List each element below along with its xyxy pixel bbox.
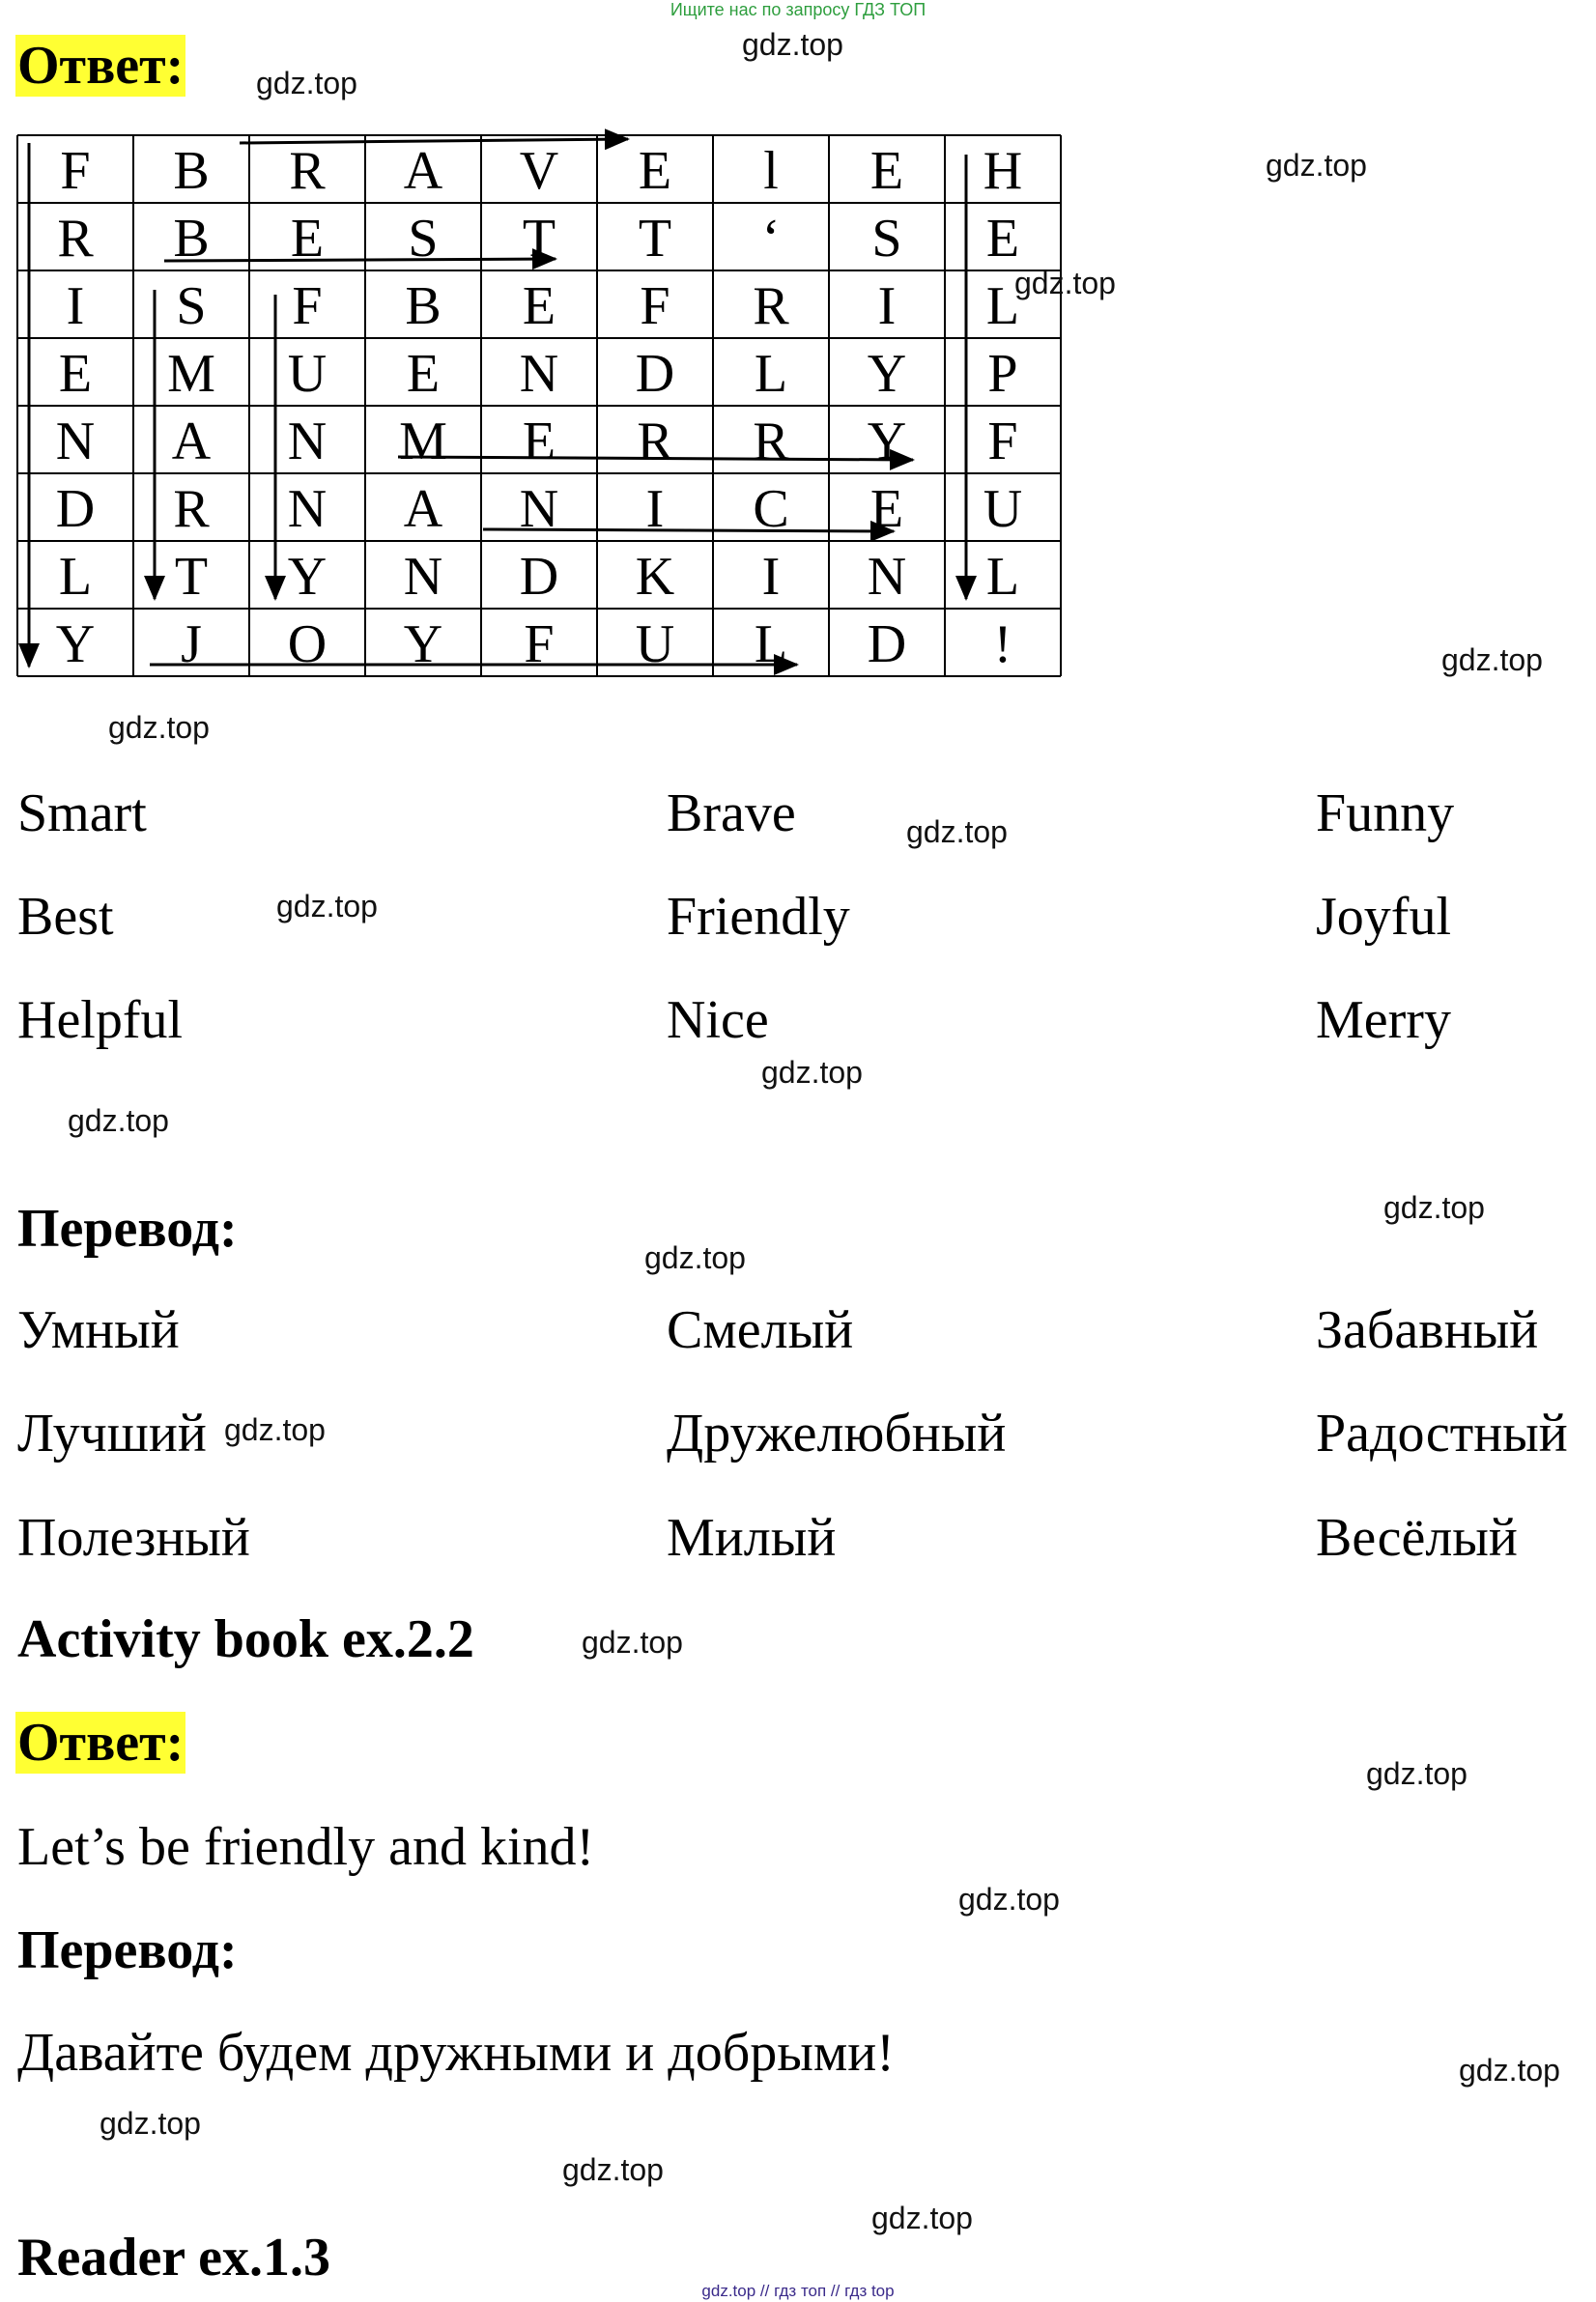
grid-letter: O [287, 614, 328, 674]
grid-letter: E [406, 344, 441, 404]
watermark: gdz.top [276, 889, 378, 924]
grid-letter: T [522, 209, 556, 269]
grid-letter: T [174, 547, 209, 607]
grid-letter: E [985, 209, 1020, 269]
grid-letter: M [167, 344, 215, 404]
grid-letter: D [519, 547, 559, 607]
word-ru-nice: Милый [667, 1508, 837, 1568]
grid-letter: I [761, 547, 781, 607]
grid-letter: E [522, 412, 556, 471]
activity-translation: Давайте будем дружными и добрыми! [17, 2023, 895, 2083]
grid-letter: E [522, 276, 556, 336]
word-ru-best: Лучший [17, 1404, 207, 1464]
grid-letter: E [869, 141, 904, 201]
watermark: gdz.top [1366, 1756, 1468, 1791]
word-merry: Merry [1316, 990, 1451, 1050]
word-brave: Brave [667, 783, 796, 843]
grid-letter: S [871, 209, 902, 269]
watermark: gdz.top [582, 1625, 683, 1660]
grid-letter: N [287, 412, 328, 471]
watermark: gdz.top [1459, 2053, 1560, 2088]
bottom-notice: gdz.top // гдз топ // гдз top [701, 2282, 895, 2300]
grid-letter: ! [993, 614, 1012, 674]
grid-letter: U [287, 344, 328, 404]
watermark: gdz.top [742, 27, 843, 62]
grid-letter: R [753, 276, 789, 336]
watermark: gdz.top [644, 1240, 746, 1275]
grid-letter: F [987, 412, 1018, 471]
activity-heading: Activity book ex.2.2 [17, 1609, 474, 1669]
grid-letter: E [869, 479, 904, 539]
grid-letter: R [289, 141, 326, 201]
grid-letter: L [58, 547, 93, 607]
word-helpful: Helpful [17, 990, 184, 1050]
grid-letter: F [640, 276, 670, 336]
grid-letter: S [408, 209, 439, 269]
grid-letter: N [287, 479, 328, 539]
grid-letter: l [763, 141, 779, 201]
word-nice: Nice [667, 990, 769, 1050]
grid-letter: Y [287, 547, 328, 607]
arrow-nice [483, 529, 894, 531]
grid-letter: ‘ [761, 209, 781, 269]
watermark: gdz.top [256, 66, 357, 100]
grid-letter: A [171, 412, 212, 471]
grid-letter: N [403, 547, 443, 607]
grid-letter: R [173, 479, 210, 539]
watermark: gdz.top [108, 710, 210, 745]
word-joyful: Joyful [1316, 887, 1451, 947]
grid-letter: I [66, 276, 85, 336]
grid-letter: N [519, 479, 559, 539]
grid-letter: F [292, 276, 323, 336]
grid-letter: K [635, 547, 675, 607]
grid-letter: F [524, 614, 555, 674]
watermark: gdz.top [1441, 642, 1543, 677]
grid-letter: D [55, 479, 96, 539]
grid-letter: V [519, 141, 559, 201]
activity-translation-label: Перевод: [17, 1920, 238, 1980]
grid-letter: L [985, 547, 1020, 607]
grid-letter: R [57, 209, 94, 269]
watermark: gdz.top [1383, 1190, 1485, 1225]
grid-letter: N [867, 547, 907, 607]
grid-letter: Y [403, 614, 443, 674]
grid-letter: F [60, 141, 91, 201]
activity-answer: Let’s be friendly and kind! [17, 1817, 595, 1877]
word-ru-helpful: Полезный [17, 1508, 250, 1568]
grid-letter: T [638, 209, 672, 269]
grid-letter: E [58, 344, 93, 404]
watermark: gdz.top [1014, 266, 1116, 300]
arrow-best [164, 259, 556, 261]
grid-letter: E [638, 141, 672, 201]
watermark: gdz.top [761, 1055, 863, 1090]
watermark: gdz.top [68, 1103, 169, 1138]
word-search-grid [0, 0, 1082, 696]
word-ru-funny: Забавный [1316, 1300, 1539, 1360]
watermark: gdz.top [958, 1882, 1060, 1917]
grid-letter: P [987, 344, 1018, 404]
grid-letter: Y [55, 614, 96, 674]
grid-letter: U [983, 479, 1023, 539]
grid-letter: A [403, 141, 443, 201]
grid-letter: N [519, 344, 559, 404]
word-funny: Funny [1316, 783, 1455, 843]
word-ru-merry: Весёлый [1316, 1508, 1518, 1568]
watermark: gdz.top [1266, 148, 1367, 183]
grid-letter: B [173, 141, 210, 201]
answer-label: Ответ: [17, 36, 185, 96]
word-ru-friendly: Дружелюбный [667, 1404, 1007, 1464]
grid-letter: B [405, 276, 442, 336]
grid-letter: D [635, 344, 675, 404]
arrow-brave [240, 139, 628, 143]
grid-letter: E [290, 209, 325, 269]
watermark: gdz.top [224, 1412, 326, 1447]
watermark: gdz.top [871, 2201, 973, 2235]
watermark: gdz.top [562, 2152, 664, 2187]
reader-heading: Reader ex.1.3 [17, 2228, 330, 2288]
watermark: gdz.top [906, 814, 1008, 849]
grid-letter: C [753, 479, 789, 539]
word-ru-joyful: Радостный [1316, 1404, 1568, 1464]
grid-letter: L [754, 344, 788, 404]
grid-letter: D [867, 614, 907, 674]
word-best: Best [17, 887, 114, 947]
grid-letter: H [983, 141, 1023, 201]
activity-answer-label: Ответ: [17, 1713, 185, 1773]
word-ru-smart: Умный [17, 1300, 180, 1360]
grid-letter: S [176, 276, 207, 336]
grid-letter: I [877, 276, 897, 336]
grid-letter: A [403, 479, 443, 539]
word-ru-brave: Смелый [667, 1300, 854, 1360]
grid-letter: Y [867, 344, 907, 404]
grid-letter: B [173, 209, 210, 269]
grid-letter: I [645, 479, 665, 539]
grid-letter: J [181, 614, 202, 674]
grid-letter: R [753, 412, 789, 471]
watermark: gdz.top [100, 2106, 201, 2141]
grid-letter: U [635, 614, 675, 674]
grid-letter: N [55, 412, 96, 471]
grid-letter: Y [867, 412, 907, 471]
top-notice: Ищите нас по запросу ГДЗ ТОП [670, 0, 926, 19]
grid-letter: L [754, 614, 788, 674]
word-smart: Smart [17, 783, 147, 843]
grid-letter: R [637, 412, 673, 471]
word-friendly: Friendly [667, 887, 850, 947]
grid-letter: M [399, 412, 447, 471]
grid-letter: L [985, 276, 1020, 336]
arrow-merry [398, 457, 913, 460]
translation-label: Перевод: [17, 1199, 238, 1259]
